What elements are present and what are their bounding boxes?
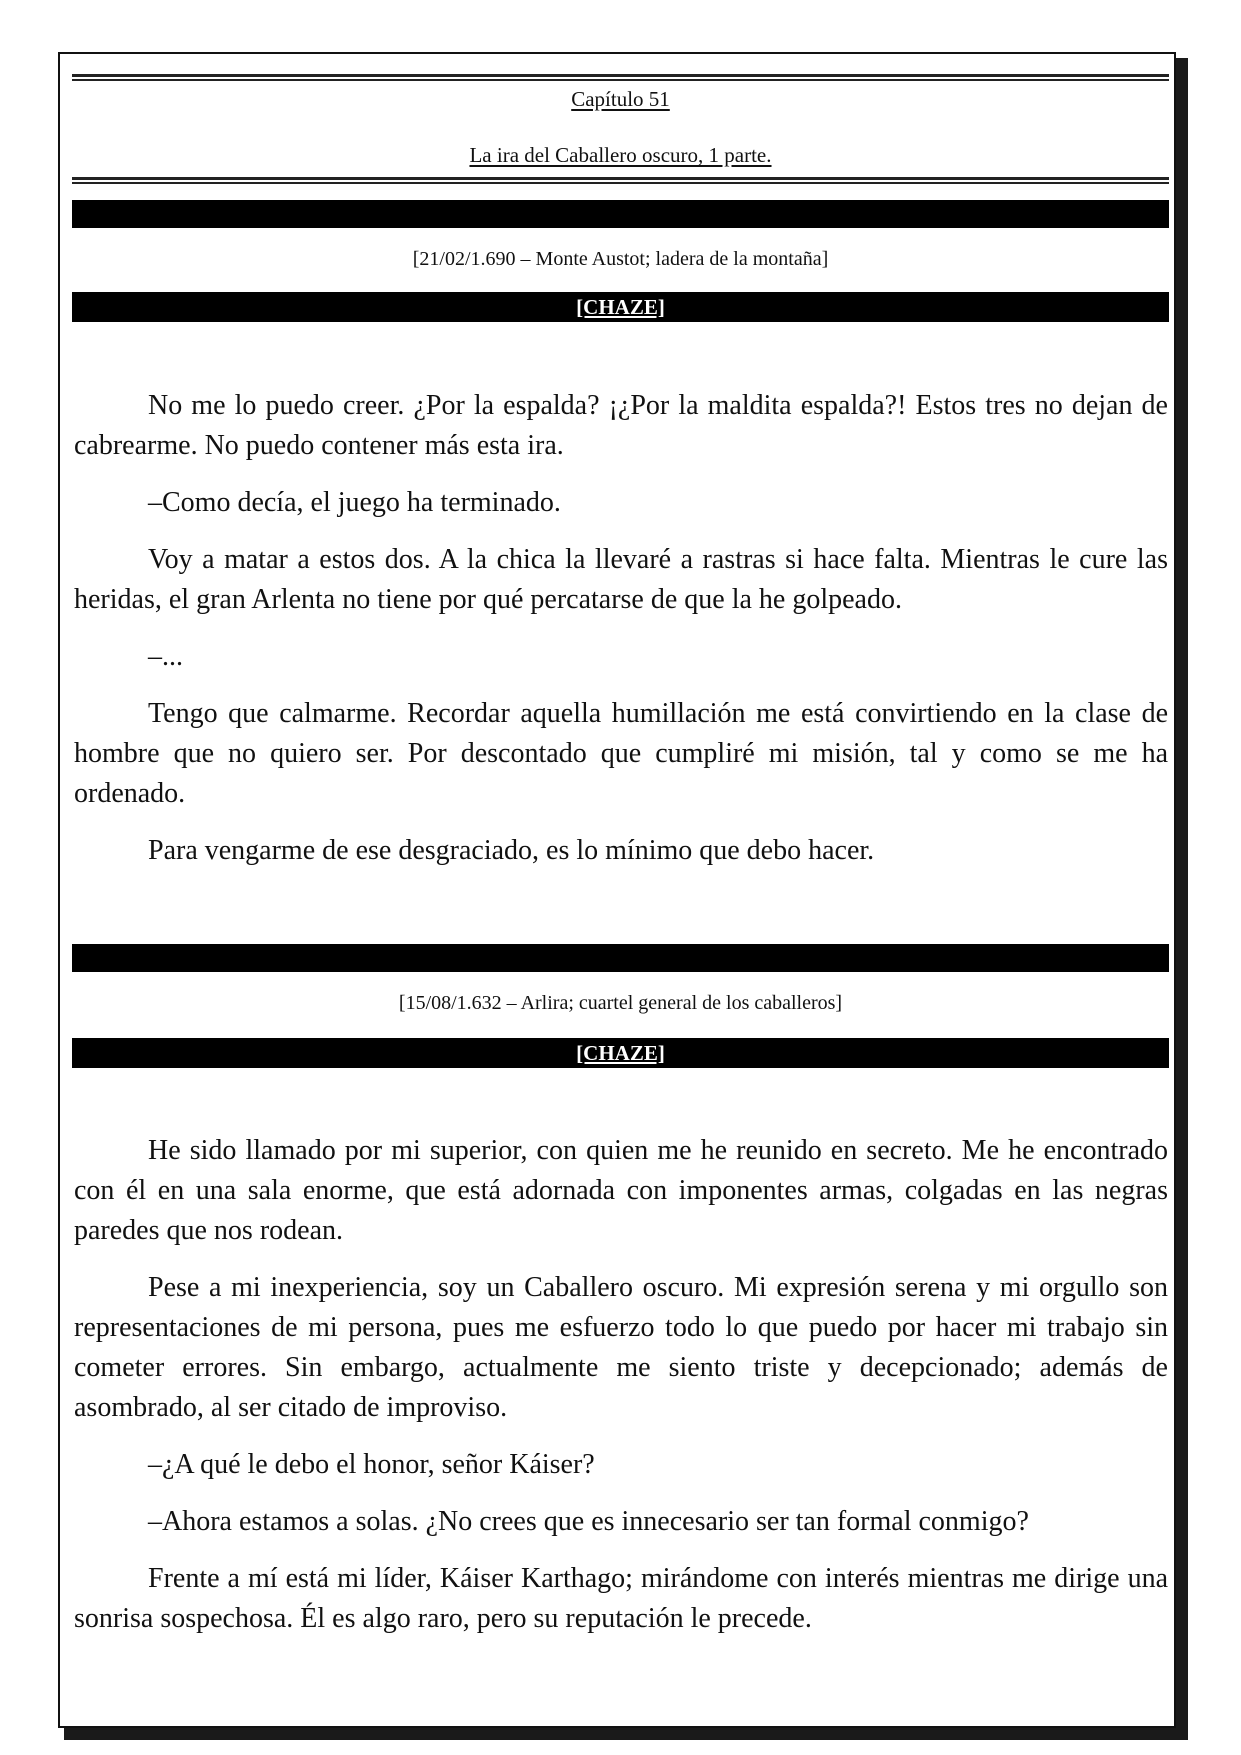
section-divider-bar: [72, 200, 1169, 228]
pov-label: [CHAZE]: [576, 295, 665, 319]
paragraph: Pese a mi inexperiencia, soy un Caballero oscuro. Mi expresión serena y mi orgullo son representaciones de mi persona, pues me esfuerzo todo lo que puedo por hacer mi trabajo sin cometer errores. Sin embargo, actualmente me siento triste y decepcionado; además de asombrado, al ser citado de improviso.: [74, 1272, 1168, 1423]
pov-bar: [72, 1038, 1169, 1068]
pov-bar: [72, 292, 1169, 322]
paragraph: Tengo que calmarme. Recordar aquella humillación me está convirtiendo en la clase de hombre que no quiero ser. Por descontado que cumpliré mi misión, tal y como se me ha ordenado.: [74, 698, 1168, 809]
paragraph: He sido llamado por mi superior, con quien me he reunido en secreto. Me he encontrado con él en una sala enorme, que está adornada con imponentes armas, colgadas en las negras paredes que nos rodean.: [74, 1135, 1168, 1246]
section-body: [74, 1131, 1168, 1656]
paragraph: –...: [148, 641, 183, 672]
chapter-title: La ira del Caballero oscuro, 1 parte.: [469, 143, 772, 167]
section-location: [21/02/1.690 – Monte Austot; ladera de la montaña]: [412, 248, 829, 270]
paragraph: Frente a mí está mi líder, Káiser Karthago; mirándome con interés mientras me dirige una sonrisa sospechosa. Él es algo raro, pero su reputación le precede.: [74, 1563, 1168, 1634]
section-body: [74, 386, 1168, 888]
header-top-rule: [72, 74, 1169, 81]
paragraph: –Ahora estamos a solas. ¿No crees que es innecesario ser tan formal conmigo?: [148, 1506, 1029, 1537]
paragraph: –Como decía, el juego ha terminado.: [148, 487, 561, 518]
chapter-number: Capítulo 51: [571, 87, 670, 111]
paragraph: –¿A qué le debo el honor, señor Káiser?: [148, 1449, 595, 1480]
section-divider-bar: [72, 944, 1169, 972]
paragraph: Voy a matar a estos dos. A la chica la llevaré a rastras si hace falta. Mientras le cure las heridas, el gran Arlenta no tiene por qué percatarse de que la he golpeado.: [74, 544, 1168, 615]
paragraph: Para vengarme de ese desgraciado, es lo mínimo que debo hacer.: [148, 835, 875, 866]
section-location: [15/08/1.632 – Arlira; cuartel general de los caballeros]: [398, 992, 843, 1014]
pov-label: [CHAZE]: [576, 1041, 665, 1065]
header-bottom-rule: [72, 177, 1169, 184]
paragraph: No me lo puedo creer. ¿Por la espalda? ¡¿Por la maldita espalda?! Estos tres no dejan de cabrearme. No puedo contener más esta ira.: [74, 390, 1168, 461]
